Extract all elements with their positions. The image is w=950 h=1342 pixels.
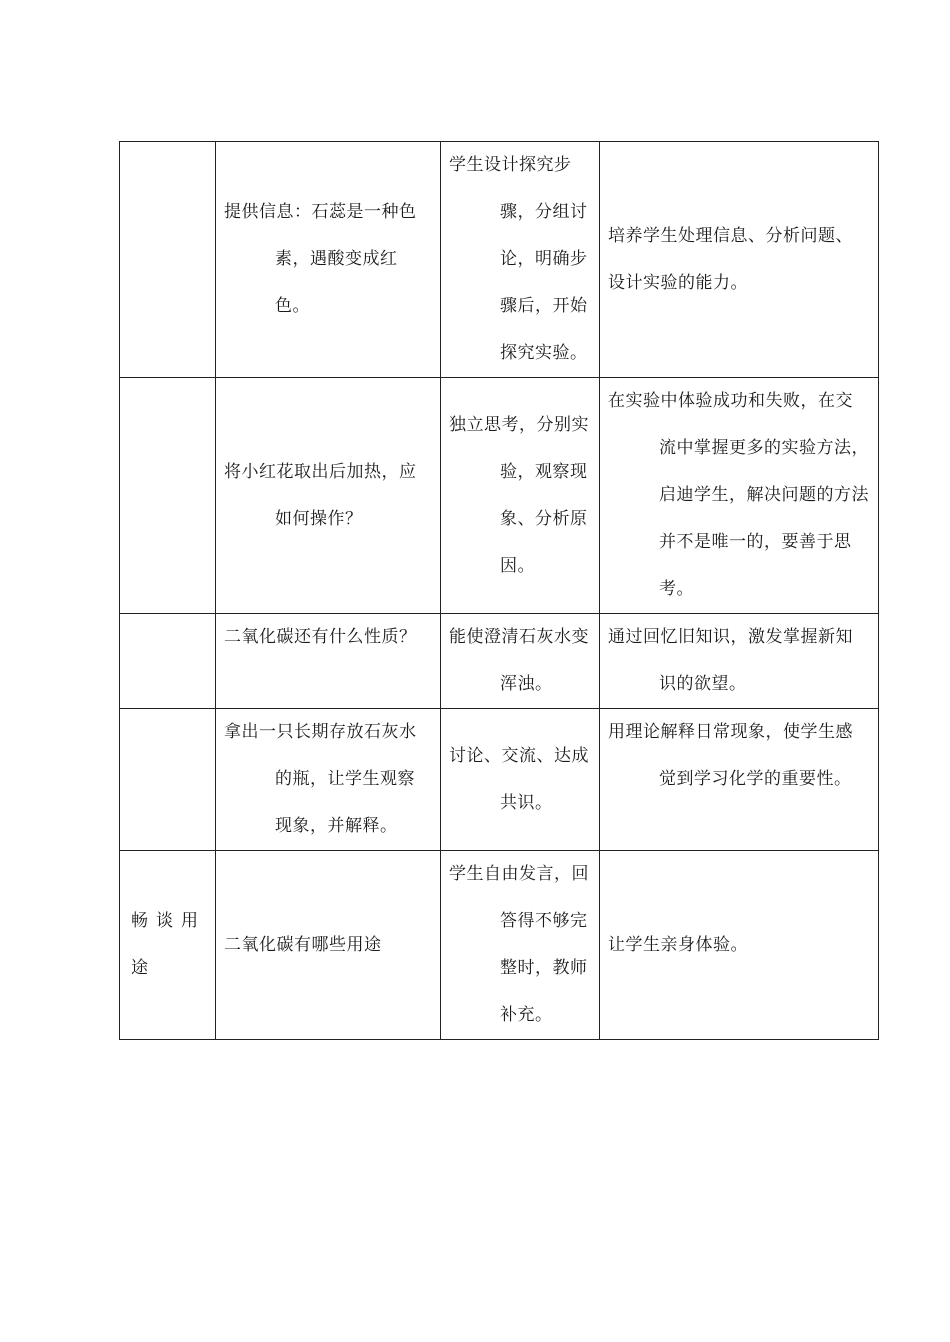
student-activity-text: 独立思考，分别实验，观察现象、分析原因。 <box>449 414 589 576</box>
table-row <box>120 378 879 614</box>
table-row <box>120 709 879 851</box>
design-intent-text: 让学生亲身体验。 <box>608 934 748 955</box>
teacher-activity-cell <box>216 851 441 1040</box>
stage-cell <box>120 378 216 614</box>
student-activity-cell <box>441 614 600 709</box>
student-activity-cell <box>441 851 600 1040</box>
stage-cell <box>120 709 216 851</box>
design-intent-cell <box>600 851 879 1040</box>
student-activity-cell <box>441 709 600 851</box>
student-activity-text: 学生设计探究步骤，分组讨论，明确步骤后，开始探究实验。 <box>449 155 588 363</box>
teacher-activity-text: 二氧化碳还有什么性质？ <box>224 627 417 647</box>
teacher-activity-text: 二氧化碳有哪些用途 <box>224 934 382 955</box>
teacher-activity-cell <box>216 142 441 378</box>
student-activity-text: 能使澄清石灰水变浑浊。 <box>449 627 589 694</box>
teacher-activity-text: 提供信息：石蕊是一种色素，遇酸变成红色。 <box>224 202 417 316</box>
lesson-plan-table <box>119 141 879 1040</box>
design-intent-text: 培养学生处理信息、分析问题、设计实验的能力。 <box>608 225 853 293</box>
teacher-activity-cell <box>216 709 441 851</box>
design-intent-cell <box>600 142 879 378</box>
design-intent-text: 在实验中体验成功和失败，在交流中掌握更多的实验方法，启迪学生，解决问题的方法并不是唯一的，要善于思考。 <box>608 391 869 599</box>
stage-cell <box>120 851 216 1040</box>
design-intent-text: 通过回忆旧知识，激发掌握新知识的欲望。 <box>608 627 853 694</box>
design-intent-cell <box>600 709 879 851</box>
stage-text: 畅谈用途 <box>131 911 206 978</box>
design-intent-cell <box>600 378 879 614</box>
design-intent-cell <box>600 614 879 709</box>
student-activity-text: 讨论、交流、达成共识。 <box>449 745 589 813</box>
stage-cell <box>120 614 216 709</box>
student-activity-cell <box>441 142 600 378</box>
table-row <box>120 142 879 378</box>
table-row <box>120 614 879 709</box>
stage-cell <box>120 142 216 378</box>
design-intent-text: 用理论解释日常现象，使学生感觉到学习化学的重要性。 <box>608 722 853 789</box>
table-row <box>120 851 879 1040</box>
student-activity-cell <box>441 378 600 614</box>
teacher-activity-text: 将小红花取出后加热，应如何操作？ <box>224 461 417 529</box>
student-activity-text: 学生自由发言，回答得不够完整时，教师补充。 <box>449 864 589 1025</box>
teacher-activity-text: 拿出一只长期存放石灰水的瓶，让学生观察现象，并解释。 <box>224 722 417 836</box>
teacher-activity-cell <box>216 378 441 614</box>
teacher-activity-cell <box>216 614 441 709</box>
